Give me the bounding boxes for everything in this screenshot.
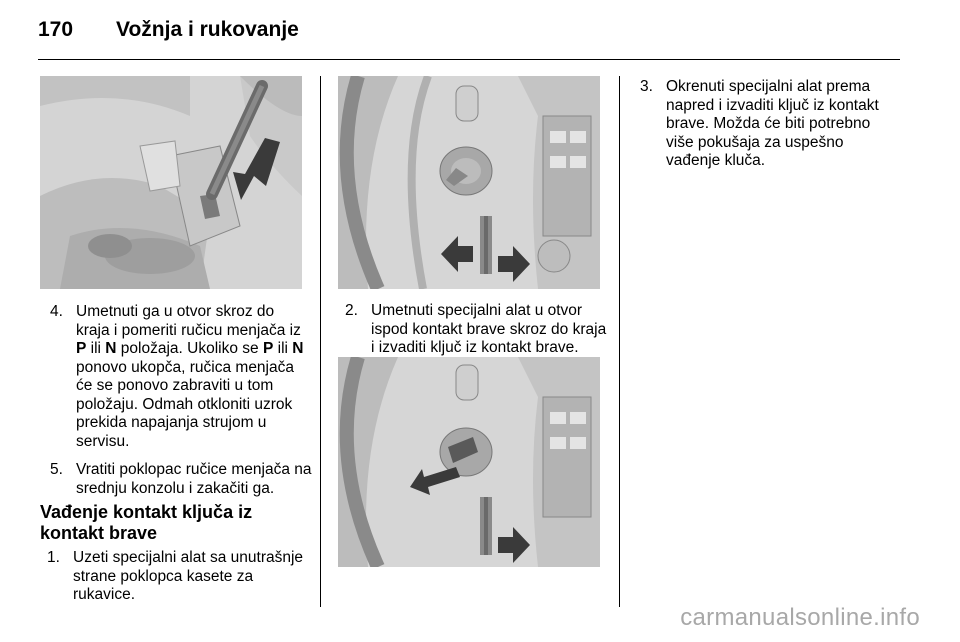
list-item: 5. Vratiti poklopac ručice menjača na srednju konzolu i zakačiti ga. <box>50 461 312 497</box>
step-text: Vratiti poklopac ručice menjača na srednju konzolu i zakačiti ga. <box>76 461 312 497</box>
header-rule <box>38 59 900 60</box>
page-number: 170 <box>38 18 74 41</box>
list-item: 1. Uzeti specijalni alat sa unutrašnje strane poklopca kasete za rukavice. <box>47 549 304 603</box>
step-text: Okrenuti specijalni alat prema napred i izvaditi ključ iz kontakt brave. Možda će biti potrebno više pokušaja za uspešno vađenje kluča. <box>666 78 879 169</box>
step-text: Umetnuti ga u otvor skroz do kraja i pomeriti ručicu menjača iz P ili N položaja. Ukoliko se P ili N ponovo ukopča, ručica menjača će se ponovo zabraviti u tom položaju. Odmah otkloniti uzrok prekida napajanja strujom u servisu. <box>76 303 304 450</box>
step-text: Uzeti specijalni alat sa unutrašnje strane poklopca kasete za rukavice. <box>73 549 304 603</box>
page-header <box>38 18 299 42</box>
steps-list-col1b <box>47 549 312 615</box>
list-item: 4. Umetnuti ga u otvor skroz do kraja i pomeriti ručicu menjača iz P ili N položaja. Ukoliko se P ili N ponovo ukopča, ručica menjača će se ponovo zabraviti u tom položaju. Odmah otkloniti uzrok prekida napajanja strujom u servisu. <box>50 303 304 450</box>
list-item: 2. Umetnuti specijalni alat u otvor ispod kontakt brave skroz do kraja i izvaditi ključ iz kontakt brave. <box>345 302 607 356</box>
steps-list-col1 <box>50 303 312 508</box>
column-divider <box>619 76 620 607</box>
page-title: Vožnja i rukovanje <box>116 18 299 41</box>
column-divider <box>320 76 321 607</box>
ignition-key-removal-illustration <box>338 357 600 567</box>
section-heading: Vađenje kontakt ključa iz kontakt brave <box>40 502 253 543</box>
list-item: 3. Okrenuti specijalni alat prema napred i izvaditi ključ iz kontakt brave. Možda će biti potrebno više pokušaja za uspešno vađenje kluča. <box>640 78 879 169</box>
step-text: Umetnuti specijalni alat u otvor ispod kontakt brave skroz do kraja i izvaditi ključ iz kontakt brave. <box>371 302 607 356</box>
ignition-tool-illustration <box>338 76 600 289</box>
watermark: carmanualsonline.info <box>680 604 920 631</box>
gear-lever-illustration <box>40 76 302 289</box>
steps-list-col3 <box>640 78 902 181</box>
